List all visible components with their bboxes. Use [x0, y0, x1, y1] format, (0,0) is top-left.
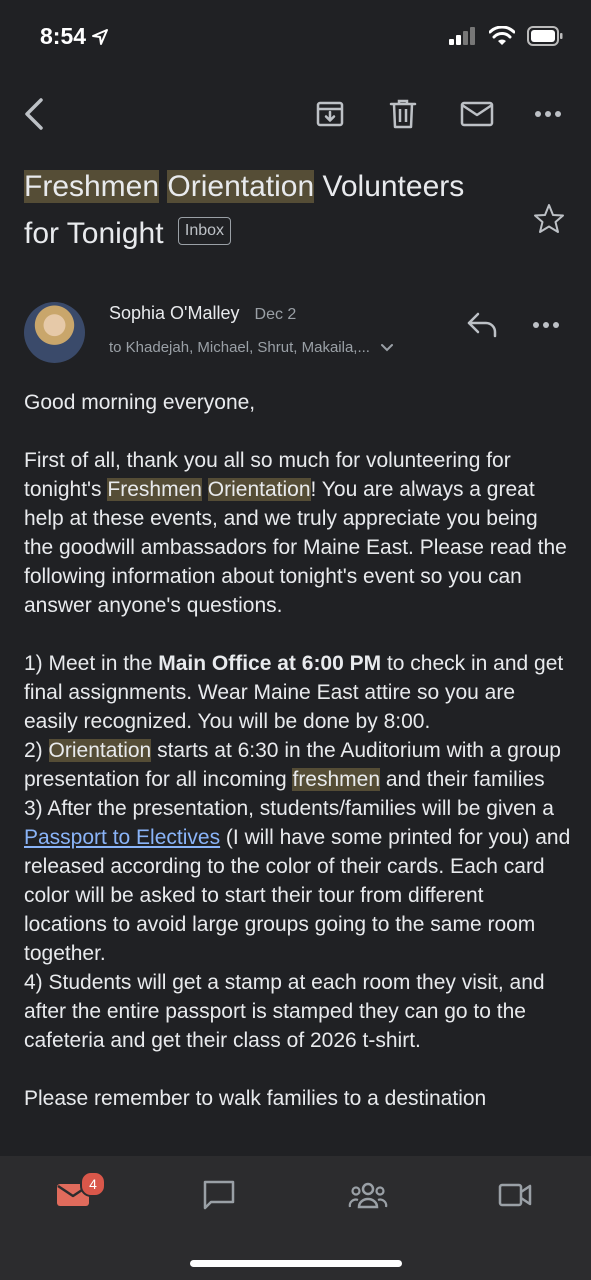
more-icon [534, 110, 562, 118]
reply-button[interactable] [464, 306, 500, 342]
body-text-run: (I will have some printed for you) and released according to the color of their cards. Each card color will be asked to start their tour from different locations to avoid large groups going to the same room together. [24, 826, 571, 965]
nav-chat[interactable] [189, 1174, 249, 1216]
list-item-1 [24, 649, 572, 736]
archive-button[interactable] [310, 88, 350, 140]
subject-word: Volunteers [322, 170, 465, 203]
location-arrow-icon [90, 27, 110, 47]
status-time-group [40, 23, 110, 50]
body-text-run: to check in and get final assignments. Wear Maine East attire so you are easily recognized. You will be done by 8:00. [24, 652, 564, 733]
body-text-run: starts at 6:30 in the Auditorium with a group presentation for all incoming [24, 739, 561, 791]
list-item-3 [24, 794, 572, 968]
wifi-icon [489, 26, 515, 46]
body-text-run: and their families [380, 768, 545, 791]
subject-word: for Tonight [24, 217, 164, 250]
sender-line [109, 303, 296, 324]
mail-badge: 4 [80, 1171, 106, 1197]
body-text-run: ! You are always a great help at these events, and we truly appreciate you being the goodwill ambassadors for Maine East. Please read the following information about tonight's event so you can answer anyone's questions. [24, 478, 567, 617]
archive-icon [315, 99, 345, 129]
mail-icon [460, 101, 494, 127]
delete-button[interactable] [383, 88, 423, 140]
email-subject [24, 163, 514, 257]
inbox-label-chip[interactable]: Inbox [178, 217, 231, 245]
star-button[interactable] [532, 202, 566, 236]
back-button[interactable] [14, 88, 54, 140]
chat-icon [202, 1179, 236, 1211]
highlight-word: Orientation [48, 739, 152, 762]
status-time: 8:54 [40, 23, 87, 49]
video-icon [498, 1182, 532, 1208]
body-text-run: 3) After the presentation, students/families will be given a [24, 797, 554, 820]
more-icon [532, 321, 560, 329]
status-bar [0, 0, 591, 76]
sender-header [24, 300, 574, 370]
status-indicators [449, 26, 563, 46]
body-text-run: First of all, thank you all so much for volunteering for tonight's [24, 449, 511, 501]
subject-highlight-word: Freshmen [24, 170, 160, 203]
message-more-button[interactable] [532, 310, 564, 340]
closing-paragraph: Please remember to walk families to a destination [24, 1087, 487, 1110]
recipients-toggle[interactable] [109, 339, 394, 356]
email-toolbar [0, 88, 591, 140]
reply-icon [464, 306, 500, 342]
more-options-button[interactable] [530, 88, 566, 140]
back-arrow-icon [22, 96, 46, 132]
highlight-word: Orientation [207, 478, 311, 501]
body-text-run: 2) [24, 739, 49, 762]
greeting: Good morning everyone, [24, 391, 256, 414]
home-indicator[interactable] [190, 1260, 402, 1267]
nav-meet[interactable] [485, 1174, 545, 1216]
star-icon [532, 202, 566, 236]
chevron-down-icon [380, 343, 394, 353]
sender-name: Sophia O'Malley [109, 303, 240, 323]
email-body [24, 388, 572, 1156]
body-text-run: 1) Meet in the [24, 652, 159, 675]
highlight-word: freshmen [292, 768, 381, 791]
subject-highlight-word: Orientation [167, 170, 315, 203]
spaces-icon [348, 1181, 388, 1209]
trash-icon [389, 98, 417, 130]
highlight-word: Freshmen [107, 478, 202, 501]
recipients-text: to Khadejah, Michael, Shrut, Makaila,... [109, 339, 370, 356]
nav-spaces[interactable] [338, 1174, 398, 1216]
intro-paragraph [24, 446, 572, 620]
bold-text: Main Office at 6:00 PM [158, 652, 382, 675]
email-date: Dec 2 [254, 306, 297, 323]
list-item-2 [24, 736, 572, 794]
list-item-4: 4) Students will get a stamp at each room they visit, and after the entire passport is stamped they can go to the cafeteria and get their class of 2026 t-shirt. [24, 971, 545, 1052]
cellular-signal-icon [449, 27, 477, 45]
battery-icon [527, 26, 563, 46]
avatar[interactable] [24, 302, 85, 363]
passport-link[interactable]: Passport to Electives [24, 826, 221, 849]
mark-unread-button[interactable] [455, 88, 499, 140]
